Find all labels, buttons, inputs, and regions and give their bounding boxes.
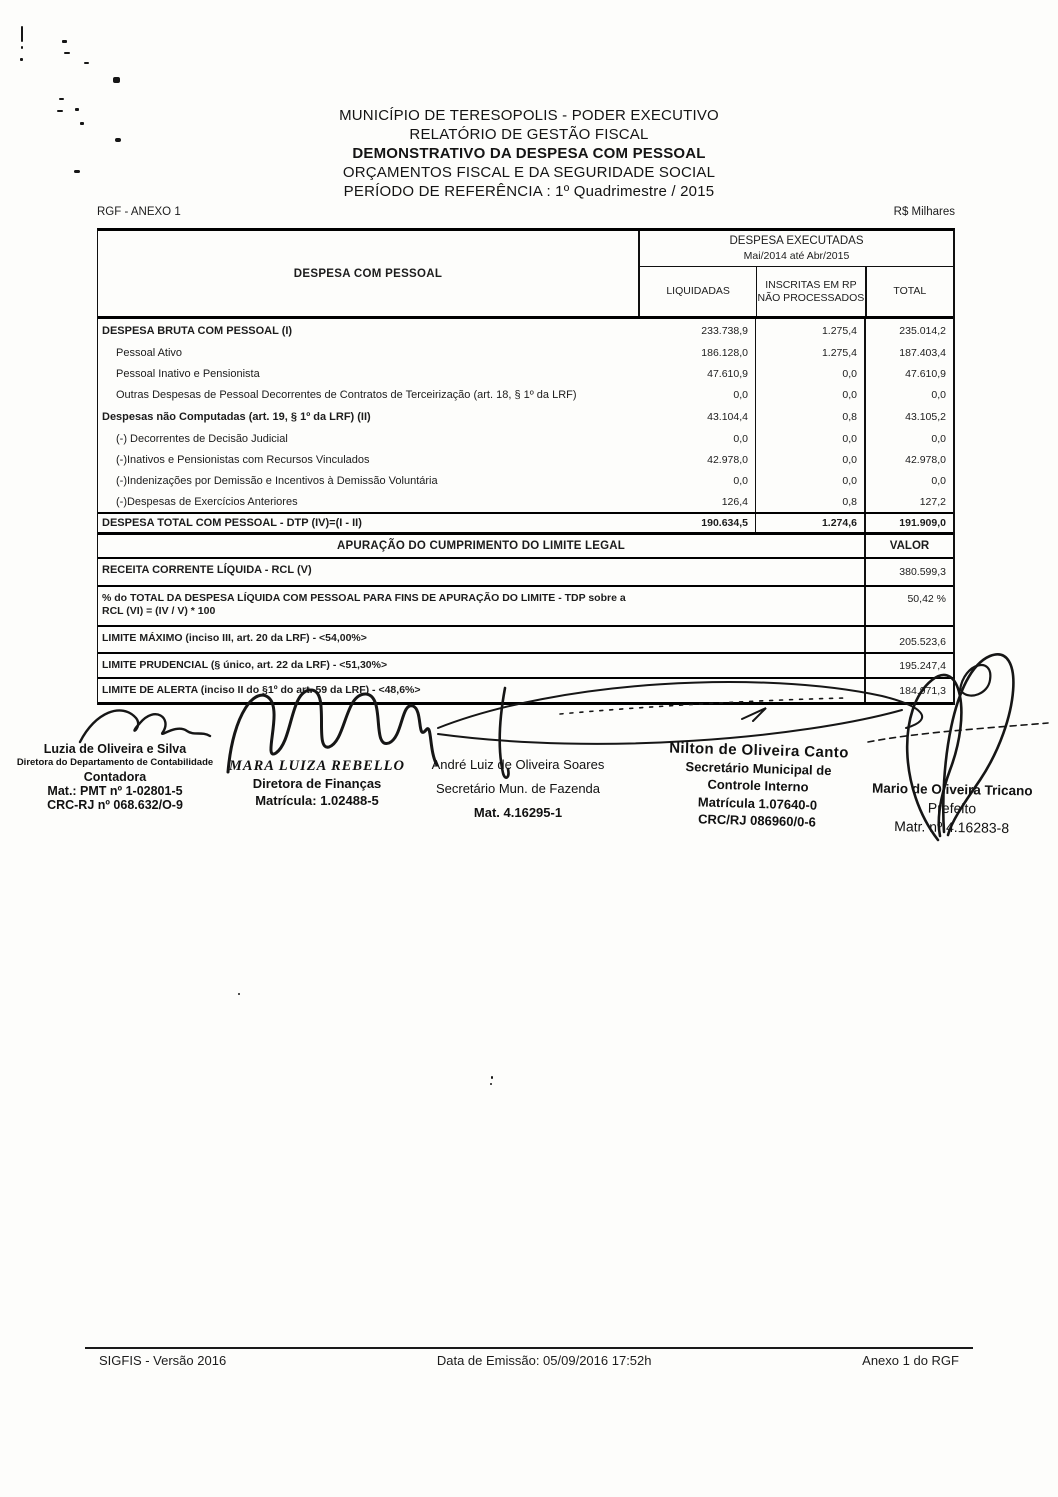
signature-block-nilton xyxy=(632,739,884,833)
signer-name: MARA LUIZA REBELLO xyxy=(229,758,405,774)
limit-row-label: LIMITE MÁXIMO (inciso III, art. 20 da LRF) - <54,00%> xyxy=(102,632,367,644)
total-liquidadas: 190.634,5 xyxy=(701,517,748,529)
table-row xyxy=(98,363,953,384)
table-row xyxy=(98,405,953,428)
signer-registration: Mat. 4.16295-1 xyxy=(473,805,563,820)
signature-block-mara xyxy=(212,758,422,809)
row-inscritas: 0,0 xyxy=(755,449,864,470)
row-liquidadas: 0,0 xyxy=(733,432,748,445)
entity-title: MUNICÍPIO DE TERESOPOLIS - PODER EXECUTIVO xyxy=(339,107,719,124)
row-inscritas: 1.275,4 xyxy=(755,319,864,342)
row-liquidadas: 42.978,0 xyxy=(707,453,748,466)
footer-emission-date: Data de Emissão: 05/09/2016 17:52h xyxy=(436,1353,652,1368)
limit-row-value: 184.971,3 xyxy=(864,679,953,702)
annex-label: RGF - ANEXO 1 xyxy=(97,206,181,218)
row-label: Outras Despesas de Pessoal Decorrentes de Contratos de Terceirização (art. 18, § 1º da LRF) xyxy=(116,388,577,401)
col-header-inscritas: INSCRITAS EM RP NÃO PROCESSADOS xyxy=(756,267,864,316)
table-row xyxy=(98,342,953,363)
row-label: (-)Inativos e Pensionistas com Recursos Vinculados xyxy=(116,453,370,466)
table-meta-row xyxy=(97,206,955,218)
total-total: 191.909,0 xyxy=(864,514,953,532)
row-total: 127,2 xyxy=(864,491,953,512)
signer-registration: Matrícula 1.07640-0 xyxy=(697,793,818,813)
table-row xyxy=(98,428,953,449)
valor-column-header: VALOR xyxy=(864,535,953,557)
footer-annex-label: Anexo 1 do RGF xyxy=(862,1353,959,1368)
document-header xyxy=(0,106,1058,201)
row-inscritas: 1.275,4 xyxy=(755,342,864,363)
reference-period: PERÍODO DE REFERÊNCIA : 1º Quadrimestre / 2015 xyxy=(343,183,715,200)
row-liquidadas: 0,0 xyxy=(733,388,748,401)
scan-artifact xyxy=(84,62,89,64)
row-inscritas: 0,0 xyxy=(755,384,864,405)
limit-row-label: % do TOTAL DA DESPESA LÍQUIDA COM PESSOAL PARA FINS DE APURAÇÃO DO LIMITE - TDP sobre a RCL (VI) = (IV / V) * 100 xyxy=(102,592,626,617)
scan-artifact xyxy=(238,993,240,995)
col-header-liquidadas: LIQUIDADAS xyxy=(666,285,730,297)
signer-name: Mario de Oliveira Tricano xyxy=(871,780,1033,799)
signer-crc: CRC/RJ 086960/0-6 xyxy=(697,811,817,830)
row-label: Pessoal Ativo xyxy=(116,346,183,359)
table-row xyxy=(98,491,953,512)
group-title: DESPESA EXECUTADAS xyxy=(729,235,864,247)
row-total: 43.105,2 xyxy=(864,405,953,428)
limit-row-label: LIMITE DE ALERTA (inciso II do §1º do art. 59 da LRF) - <48,6%> xyxy=(102,684,421,696)
row-liquidadas: 43.104,4 xyxy=(707,410,748,423)
row-total: 0,0 xyxy=(864,428,953,449)
row-label: (-)Despesas de Exercícios Anteriores xyxy=(116,495,298,508)
group-header xyxy=(640,231,953,267)
row-label: Pessoal Inativo e Pensionista xyxy=(116,367,260,380)
row-total: 187.403,4 xyxy=(864,342,953,363)
signer-role: Diretora do Departamento de Contabilidade xyxy=(16,757,214,768)
scan-artifact xyxy=(21,46,23,49)
row-inscritas: 0,0 xyxy=(755,428,864,449)
total-inscritas: 1.274,6 xyxy=(755,514,864,532)
row-inscritas: 0,8 xyxy=(755,491,864,512)
scan-artifact xyxy=(113,77,120,83)
table-row xyxy=(98,470,953,491)
table-row xyxy=(98,449,953,470)
scan-artifact xyxy=(21,26,23,42)
signer-crc: CRC-RJ nº 068.632/O-9 xyxy=(47,798,183,812)
signature-mario xyxy=(960,665,990,696)
row-total: 0,0 xyxy=(864,384,953,405)
signer-name: Nilton de Oliveira Canto xyxy=(668,739,849,762)
limit-row-label: LIMITE PRUDENCIAL (§ único, art. 22 da LRF) - <51,30%> xyxy=(102,659,388,671)
signer-role: Secretário Municipal de xyxy=(685,758,832,778)
scan-artifact xyxy=(64,52,70,54)
signer-registration: Mat.: PMT nº 1-02801-5 xyxy=(47,784,183,798)
signer-name: André Luiz de Oliveira Soares xyxy=(431,757,605,772)
report-title: RELATÓRIO DE GESTÃO FISCAL xyxy=(409,126,649,143)
group-subtitle: Mai/2014 até Abr/2015 xyxy=(743,250,850,262)
signature-section xyxy=(0,620,1058,900)
row-total: 0,0 xyxy=(864,470,953,491)
page-footer xyxy=(85,1347,973,1368)
scan-artifact xyxy=(20,58,23,61)
row-label: DESPESA BRUTA COM PESSOAL (I) xyxy=(102,324,293,337)
row-label: Despesas não Computadas (art. 19, § 1º da LRF) (II) xyxy=(102,410,371,423)
scan-artifact xyxy=(490,1083,492,1085)
row-inscritas: 0,0 xyxy=(755,363,864,384)
total-row xyxy=(98,512,953,535)
row-total: 47.610,9 xyxy=(864,363,953,384)
footer-system-version: SIGFIS - Versão 2016 xyxy=(99,1353,227,1368)
row-liquidadas: 186.128,0 xyxy=(701,346,748,359)
limit-row xyxy=(98,559,953,587)
scan-artifact xyxy=(491,1076,493,1079)
row-total: 235.014,2 xyxy=(864,319,953,342)
signer-role-2: Controle Interno xyxy=(707,776,809,795)
signer-name: Luzia de Oliveira e Silva xyxy=(43,742,187,756)
table-row xyxy=(98,384,953,405)
limit-row-value: 195.247,4 xyxy=(864,654,953,677)
signature-nilton xyxy=(560,698,845,714)
signer-role: Diretora de Finanças xyxy=(252,776,382,791)
limit-section-title: APURAÇÃO DO CUMPRIMENTO DO LIMITE LEGAL xyxy=(336,540,626,552)
signer-registration: Matr. nº 4.16283-8 xyxy=(894,817,1010,836)
limit-row-value: 205.523,6 xyxy=(864,627,953,652)
signature-luzia xyxy=(80,710,210,742)
col-header-despesa-com-pessoal: DESPESA COM PESSOAL xyxy=(293,267,443,280)
signer-title: Contadora xyxy=(83,770,147,784)
table-header xyxy=(98,231,953,319)
unit-label: R$ Milhares xyxy=(893,206,955,218)
signature-nilton xyxy=(742,708,766,721)
signer-registration: Matrícula: 1.02488-5 xyxy=(255,793,379,808)
col-header-total: TOTAL xyxy=(865,267,953,316)
signature-block-luzia xyxy=(6,742,224,812)
row-liquidadas: 233.738,9 xyxy=(701,324,748,337)
row-total: 42.978,0 xyxy=(864,449,953,470)
row-inscritas: 0,0 xyxy=(755,470,864,491)
row-liquidadas: 47.610,9 xyxy=(707,367,748,380)
row-label: (-)Indenizações por Demissão e Incentivos à Demissão Voluntária xyxy=(116,474,438,487)
limit-row-label: RECEITA CORRENTE LÍQUIDA - RCL (V) xyxy=(102,564,312,576)
row-inscritas: 0,8 xyxy=(755,405,864,428)
row-label: (-) Decorrentes de Decisão Judicial xyxy=(116,432,288,445)
signer-role: Secretário Mun. de Fazenda xyxy=(435,781,601,796)
limit-section-header xyxy=(98,535,953,559)
table-row xyxy=(98,319,953,342)
row-liquidadas: 0,0 xyxy=(733,474,748,487)
row-liquidadas: 126,4 xyxy=(721,495,748,508)
signature-block-andre xyxy=(412,753,624,825)
sub-columns xyxy=(640,267,953,316)
signature-block-mario xyxy=(848,778,1057,839)
signer-role: Prefeito xyxy=(927,799,977,817)
total-row-label: DESPESA TOTAL COM PESSOAL - DTP (IV)=(I - II) xyxy=(102,517,362,529)
scan-artifact xyxy=(62,40,67,43)
limit-row-value: 380.599,3 xyxy=(864,559,953,585)
budget-scope: ORÇAMENTOS FISCAL E DA SEGURIDADE SOCIAL xyxy=(342,164,716,181)
limit-row-value: 50,42 % xyxy=(864,587,953,625)
statement-title: DEMONSTRATIVO DA DESPESA COM PESSOAL xyxy=(352,145,706,162)
executed-expense-group xyxy=(638,231,953,316)
scan-artifact xyxy=(59,98,64,100)
